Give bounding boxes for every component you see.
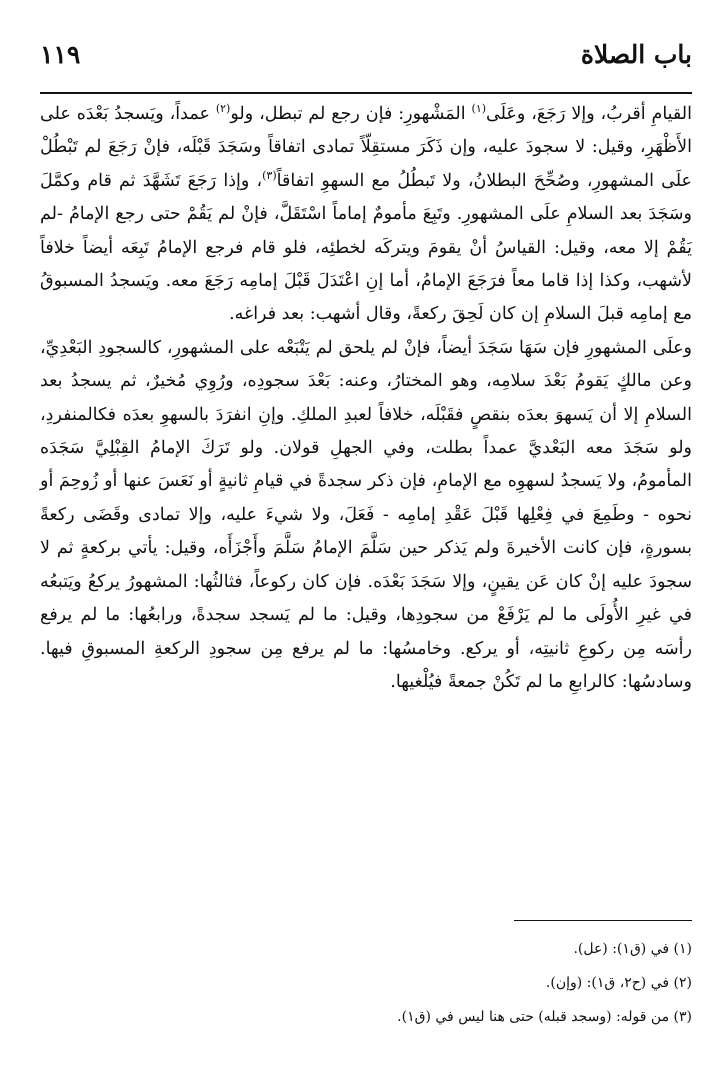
text-segment: ، وإذا رَجَعَ تَشَهَّدَ ثم قام وكمَّلَ وسَجَدَ بعد السلامِ علَى المشهورِ. وتَبِعَ مأمومٌ إماماً اسْتَقَلَّ، فإنْ لم يَقُمْ حتى رجع الإمامُ -لم يَقُمْ إلا معه، وقيل: القياسُ أنْ يقومَ ويتركَه لخطئِه، فلو قام فرجع الإمامُ تَبِعَه أيضاً خلافاً لأشهب، وكذا إذا قاما معاً فرَجَعَ الإمامُ، أما إنِ اعْتَدَلَ قَبْلَ إمامِه رَجَعَ معه. ويَسجدُ المسبوقُ مع إمامِه قبلَ السلامِ إن كان لَحِقَ ركعةً، وقال أشهب: بعد فراغه. <box>40 170 692 325</box>
footnote-reference: (٣) <box>262 168 277 182</box>
footnote: (١) في (ق١): (عل). <box>573 941 692 957</box>
running-header <box>40 38 692 88</box>
page-number: ١١٩ <box>40 40 81 69</box>
footnote-reference: (١) <box>471 102 487 116</box>
main-text <box>40 98 692 699</box>
header-rule <box>40 92 692 94</box>
paragraph <box>40 332 692 699</box>
text-segment: عمداً، ويَسجدُ بَعْدَه على الأَظْهَرِ، وقيل: لا سجودَ عليه، وإن ذَكَرَ مستقِلّاً تمادى اتفاقاً وسَجَدَ قَبْلَه، فإنْ رَجَعَ لم تَبْطُلْ علَى المشهورِ، وصُحِّحَ البطلانُ، ولا تَبطُلُ مع السهوِ اتفاقاً <box>40 104 692 191</box>
footnote-separator <box>514 920 692 921</box>
footnote: (٢) في (ح٢، ق١): (وإن). <box>545 975 692 991</box>
footnote: (٣) من قوله: (وسجد قبله) حتى هنا ليس في (ق١). <box>397 1009 692 1025</box>
footnotes <box>40 932 692 1034</box>
book-page <box>40 38 692 1058</box>
text-segment: وعلَى المشهورِ فإن سَهَا سَجَدَ أيضاً، فإنْ لم يلحق لم يَتْبَعْه على المشهورِ، كالسجودِ البَعْدِيِّ، وعن مالكٍ يَقومُ بَعْدَ سلامِه، وهو المختارُ، وعنه: بَعْدَ سجودِه، ورُوِي مُخيرٌ، ثم يسجدُ بعد السلامِ إلا أن يَسهوَ بعدَه بنقصٍ فقَبْلَه، خلافاً لعبدِ الملكِ. وإنِ انفرَدَ بالسهوِ بعدَه فكالمنفردِ، ولو سَجَدَ معه البَعْديَّ عمداً بطلت، وفي الجهلِ قولان. ولو تَرَكَ الإمامُ القِبْلِيَّ سَجَدَه المأمومُ، ولا يَسجدُ لسهوِه مع الإمامِ، فإن ذكر سجدةً في قيامِ ثانيةٍ أو نَعَسَ عنها أو زُوحِمَ أو نحوه - وطَمِعَ في فِعْلِها قَبْلَ عَقْدِ إمامِه - فَعَلَ، ولا شيءَ عليه، وإلا تمادى وقَضَى ركعةً بسورةٍ، فإن كانت الأخيرةَ ولم يَذكر حين سَلَّمَ الإمامُ سَلَّمَ وأَجْزَأَه، وقيل: يأتي بركعةٍ ثم لا سجودَ عليه إنْ كان عَن يقينٍ، وإلا سَجَدَ بَعْدَه. فإن كان ركوعاً، فثالثُها: المشهورُ يركعُ ويَتبعُه في غيرِ الأُولَى ما لم يَرْفَعْ من سجودِها، وقيل: ما لم يَسجد سجدةً، ورابعُها: ما لم يرفع رأسَه مِن ركوعِ ثانيتِه، أو يركع. وخامسُها: ما لم يرفع مِن سجودِ الركعةِ المسبوقِ فيها. وسادسُها: كالرابعِ ما لم تَكُنْ جمعةً فيُلْغيها. <box>40 337 692 692</box>
text-segment: القيامِ أقربُ، وإلا رَجَعَ، وعَلَى <box>486 104 692 124</box>
footnote-reference: (٢) <box>215 102 231 116</box>
chapter-title: باب الصلاة <box>580 40 692 69</box>
paragraph <box>40 98 692 332</box>
text-segment: المَشْهورِ: فإن رجع لم تبطل، ولو <box>230 104 472 124</box>
